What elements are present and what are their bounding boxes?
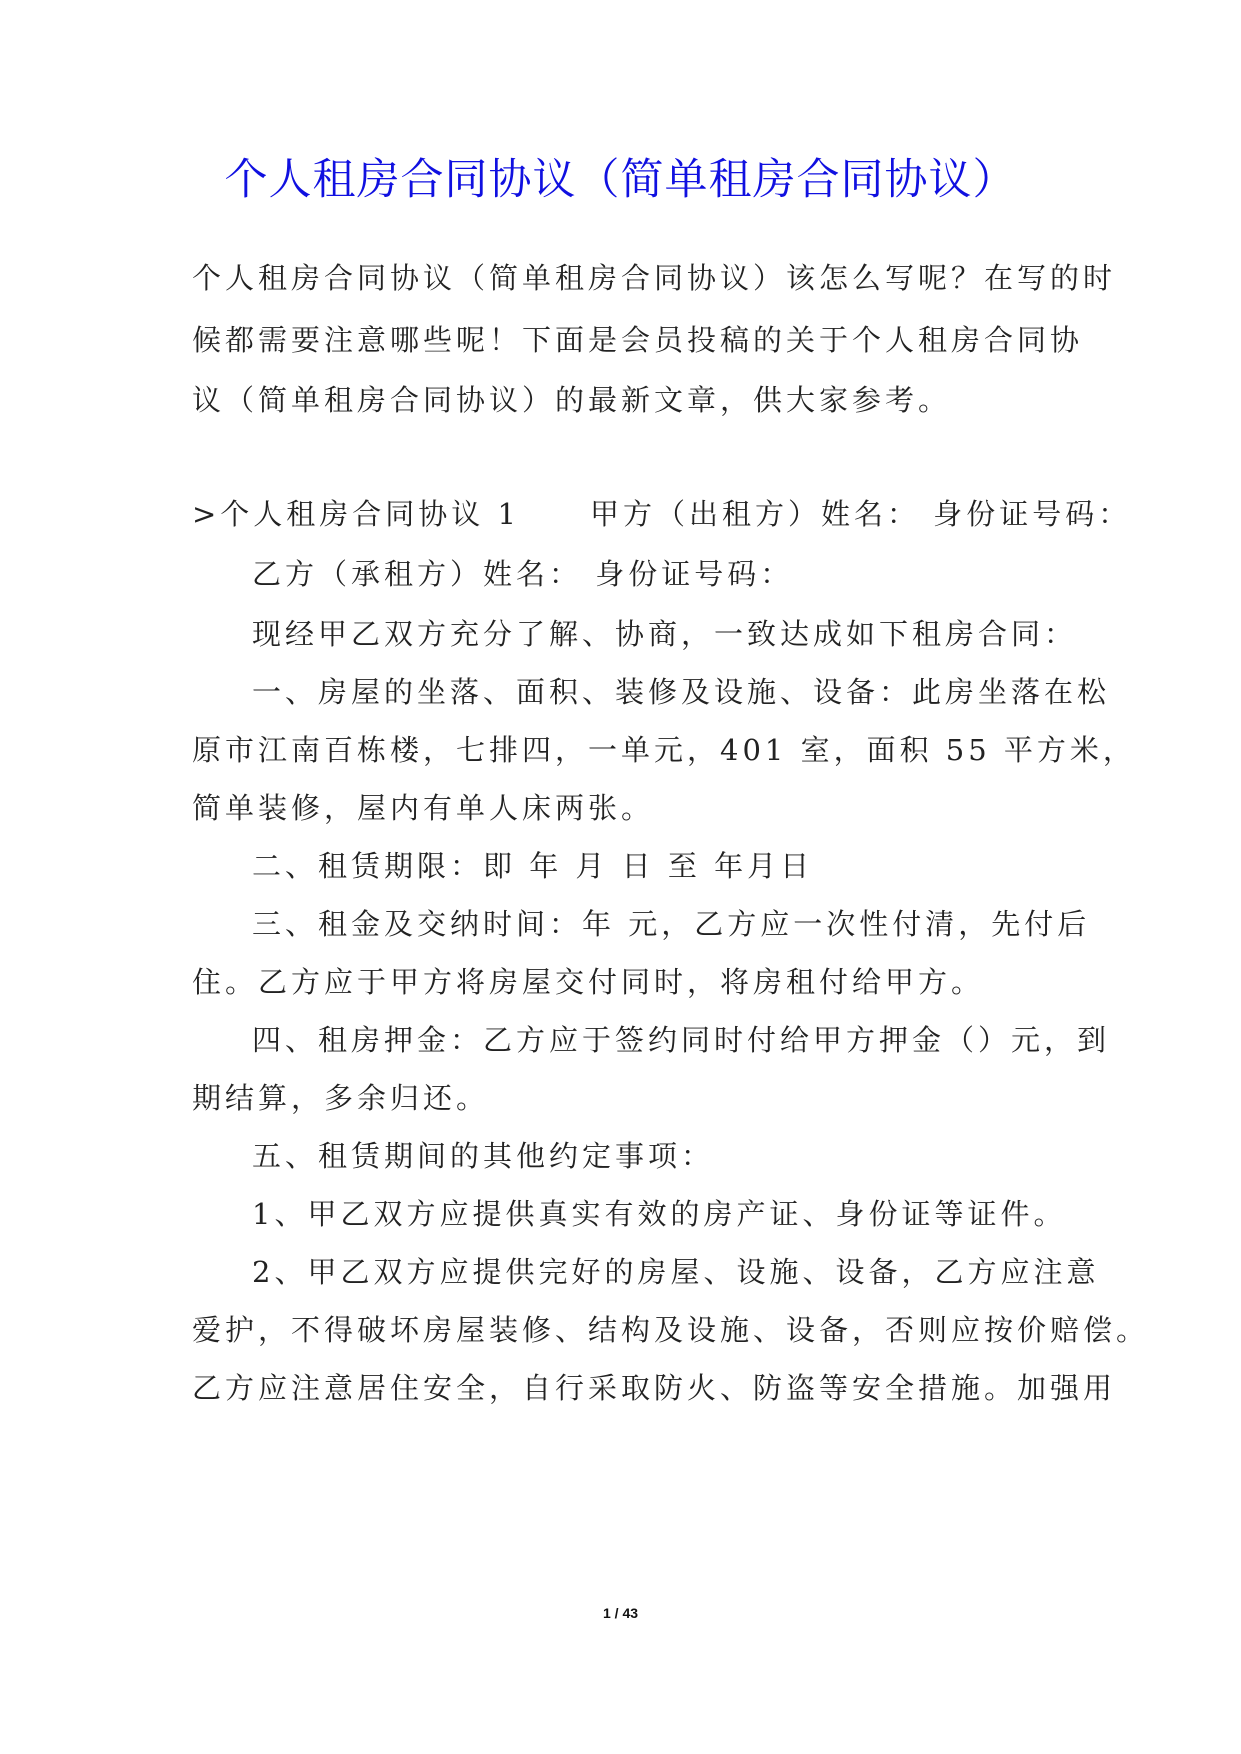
clause-2: 二、租赁期限：即 年 月 日 至 年月日 [252, 849, 814, 883]
clause-1-line-2: 原市江南百栋楼，七排四，一单元，401 室，面积 55 平方米， [192, 733, 1136, 767]
party-b-info: 乙方（承租方）姓名： 身份证号码： [252, 557, 794, 591]
clause-3-line-2: 住。乙方应于甲方将房屋交付同时，将房租付给甲方。 [192, 965, 985, 999]
item-1: 1、甲乙双方应提供真实有效的房产证、身份证等证件。 [252, 1197, 1067, 1231]
clause-4-line-2: 期结算，多余归还。 [192, 1081, 490, 1115]
contract-preamble: 现经甲乙双方充分了解、协商，一致达成如下租房合同： [252, 617, 1078, 651]
intro-line-3: 议（简单租房合同协议）的最新文章，供大家参考。 [192, 383, 952, 417]
clause-1-line-1: 一、房屋的坐落、面积、装修及设施、设备：此房坐落在松 [252, 675, 1111, 709]
document-title: 个人租房合同协议（简单租房合同协议） [224, 155, 1017, 205]
clause-1-line-3: 简单装修，屋内有单人床两张。 [192, 791, 655, 825]
page-number: 1 / 43 [602, 1605, 639, 1621]
party-a-info: 甲方（出租方）姓名： 身份证号码： [589, 497, 1132, 531]
clause-5: 五、租赁期间的其他约定事项： [252, 1139, 715, 1173]
section-heading-line [192, 494, 1132, 534]
intro-line-1: 个人租房合同协议（简单租房合同协议）该怎么写呢？在写的时 [192, 261, 1117, 295]
item-2-line-2: 爱护，不得破坏房屋装修、结构及设施、设备，否则应按价赔偿。 [192, 1313, 1150, 1347]
item-2-line-1: 2、甲乙双方应提供完好的房屋、设施、设备，乙方应注意 [252, 1255, 1100, 1289]
item-2-line-3: 乙方应注意居住安全，自行采取防火、防盗等安全措施。加强用 [192, 1371, 1117, 1405]
clause-4-line-1: 四、租房押金：乙方应于签约同时付给甲方押金（）元，到 [252, 1023, 1111, 1057]
section-heading: >个人租房合同协议 1 [192, 497, 520, 531]
intro-line-2: 候都需要注意哪些呢！下面是会员投稿的关于个人租房合同协 [192, 323, 1084, 357]
clause-3-line-1: 三、租金及交纳时间：年 元，乙方应一次性付清，先付后 [252, 907, 1091, 941]
